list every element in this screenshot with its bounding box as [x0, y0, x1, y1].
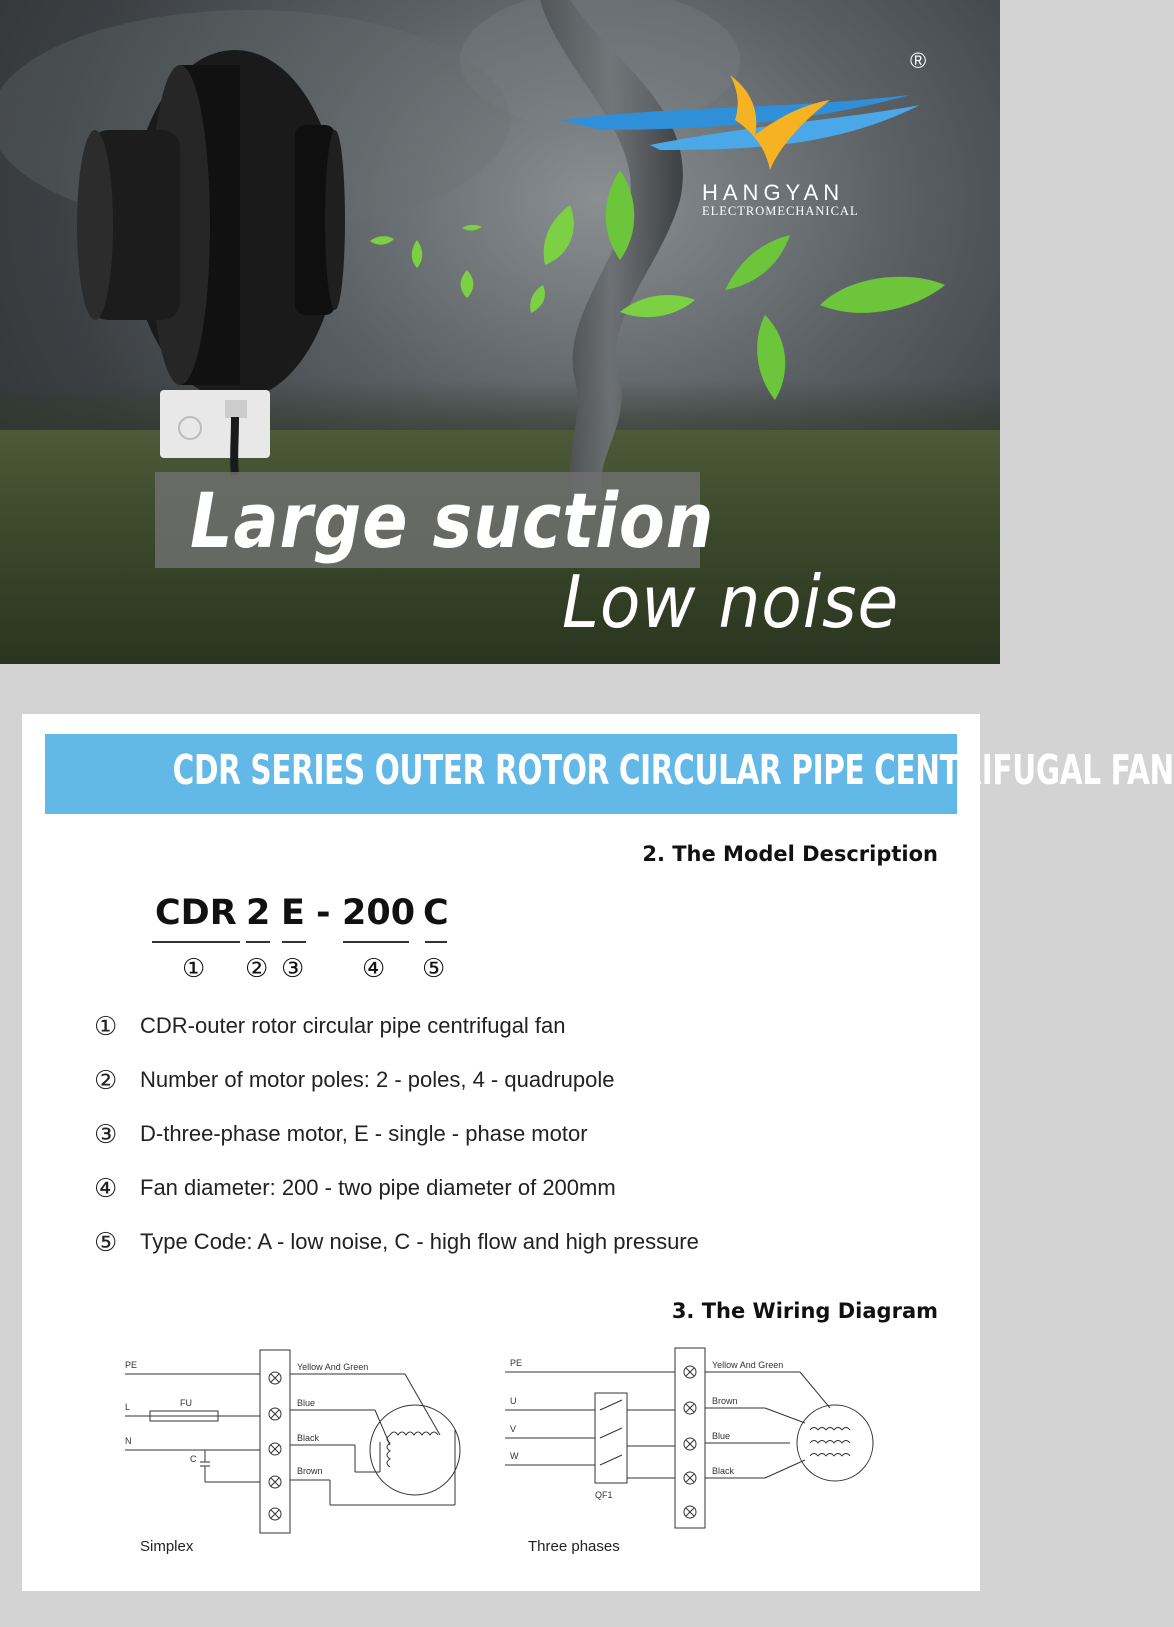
model-underline	[343, 941, 409, 943]
three-phase-label-qf1: QF1	[595, 1490, 613, 1500]
description-text: Number of motor poles: 2 - poles, 4 - quadrupole	[140, 1067, 615, 1092]
three-phase-terminal-label: Yellow And Green	[712, 1360, 784, 1370]
model-part-poles: 2	[246, 893, 271, 933]
model-marker: ④	[362, 954, 386, 984]
model-part-diameter: 200	[342, 893, 416, 933]
leaf-icon	[820, 270, 945, 320]
description-number: ①	[94, 1012, 118, 1042]
model-part-dash: -	[316, 893, 331, 933]
simplex-terminal-label: Black	[297, 1433, 320, 1443]
three-phase-label-v: V	[510, 1424, 517, 1434]
model-underline	[152, 941, 240, 943]
model-part-phase: E	[281, 893, 305, 933]
wiring-section-title: 3. The Wiring Diagram	[671, 1299, 938, 1323]
leaf-icon	[540, 205, 580, 265]
leaf-icon	[462, 224, 482, 232]
leaf-icon	[755, 315, 790, 400]
simplex-terminal-label: Blue	[297, 1398, 316, 1408]
simplex-label-n: N	[125, 1436, 132, 1446]
model-marker: ⑤	[422, 954, 446, 984]
hero-banner	[0, 0, 1000, 664]
model-underline	[282, 941, 306, 943]
model-marker: ③	[281, 954, 305, 984]
three-phase-wiring-diagram	[500, 1348, 880, 1533]
model-marker: ①	[182, 954, 206, 984]
brand-subtitle: ELECTROMECHANICAL	[702, 204, 859, 218]
model-part-series: CDR	[155, 893, 237, 933]
brand-name: HANGYAN	[702, 180, 845, 205]
three-phase-terminal-label: Black	[712, 1466, 735, 1476]
series-banner	[45, 734, 1174, 814]
three-phase-terminal-label: Brown	[712, 1396, 738, 1406]
subheadline-low-noise: Low noise	[562, 560, 900, 644]
three-phase-caption: Three phases	[528, 1538, 620, 1555]
model-underline	[246, 941, 270, 943]
leaf-icon	[620, 292, 695, 322]
series-title: CDR SERIES OUTER ROTOR CIRCULAR PIPE CENTRIFUGAL FAN	[172, 746, 1174, 794]
description-number: ④	[94, 1174, 118, 1204]
headline-large-suction: Large suction	[190, 476, 715, 565]
leaf-icon	[458, 270, 476, 298]
simplex-caption: Simplex	[140, 1538, 194, 1555]
description-text: Type Code: A - low noise, C - high flow and high pressure	[140, 1229, 699, 1254]
registered-mark: ®	[910, 48, 927, 73]
leaf-icon	[725, 235, 790, 290]
description-text: D-three-phase motor, E - single - phase motor	[140, 1121, 588, 1146]
simplex-label-l: L	[125, 1402, 131, 1412]
three-phase-label-u: U	[510, 1396, 517, 1406]
leaf-icon	[600, 170, 640, 260]
fan-product-image	[85, 45, 345, 475]
simplex-label-c: C	[190, 1454, 197, 1464]
leaf-icon	[410, 240, 424, 268]
three-phase-label-pe: PE	[510, 1358, 523, 1368]
simplex-label-fu: FU	[180, 1398, 192, 1408]
description-text: Fan diameter: 200 - two pipe diameter of 200mm	[140, 1175, 616, 1200]
description-number: ③	[94, 1120, 118, 1150]
model-underline	[425, 941, 447, 943]
description-number: ⑤	[94, 1228, 118, 1258]
model-marker: ②	[245, 954, 269, 984]
description-number: ②	[94, 1066, 118, 1096]
three-phase-label-w: W	[510, 1451, 519, 1461]
model-part-type: C	[423, 893, 449, 933]
simplex-terminal-label: Yellow And Green	[297, 1362, 369, 1372]
simplex-terminal-label: Brown	[297, 1466, 323, 1476]
leaf-icon	[528, 285, 548, 313]
three-phase-terminal-label: Blue	[712, 1431, 731, 1441]
simplex-wiring-diagram	[115, 1350, 475, 1535]
model-section-title: 2. The Model Description	[642, 842, 938, 866]
leaf-icon	[370, 235, 394, 247]
simplex-label-pe: PE	[125, 1360, 138, 1370]
description-text: CDR-outer rotor circular pipe centrifugal fan	[140, 1013, 566, 1038]
